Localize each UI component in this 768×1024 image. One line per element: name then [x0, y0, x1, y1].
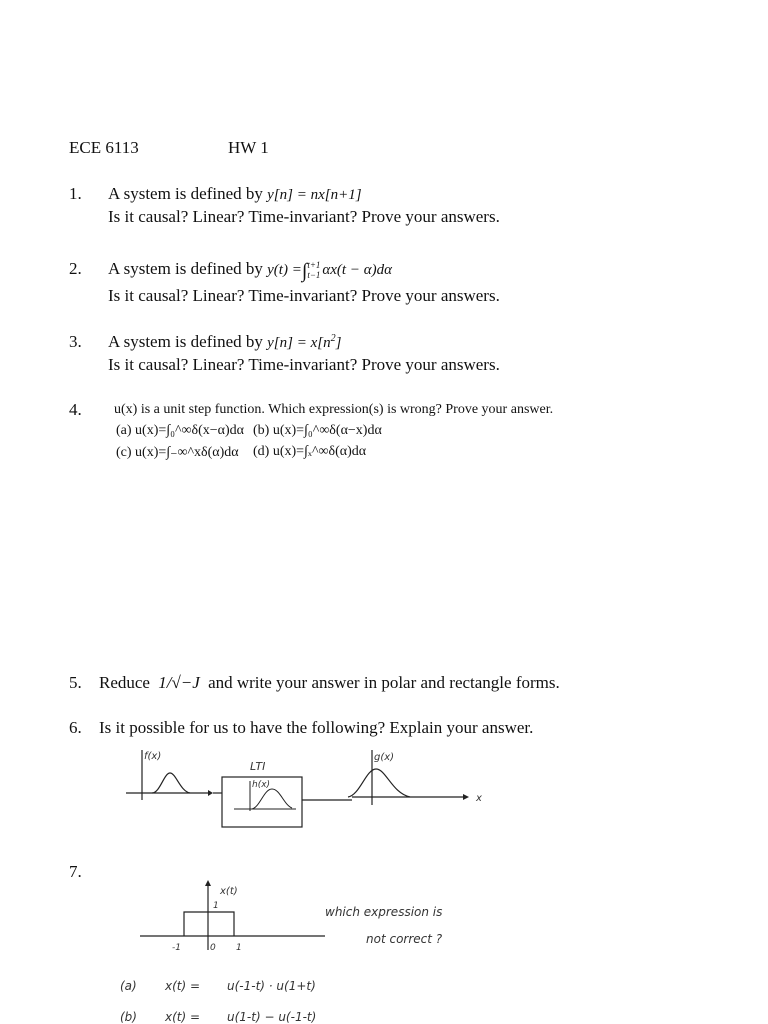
q7-xt-label: x(t): [220, 886, 238, 897]
q7-up-arrow-icon: [205, 880, 211, 886]
q2-upper-limit: t+1: [307, 260, 321, 271]
q7-signal-plot: [140, 878, 330, 958]
q3-lead: A system is defined by: [108, 332, 263, 351]
homework-label: HW 1: [228, 138, 269, 157]
q2-statement: [108, 259, 392, 283]
q6-number: 6.: [69, 718, 82, 737]
q2-lead: A system is defined by: [108, 259, 263, 278]
q2-integrand: αx(t − α)dα: [322, 262, 392, 278]
q6-question: Is it possible for us to have the following? Explain your answer.: [99, 718, 534, 737]
gx-arrow-icon: [463, 794, 469, 800]
q3-eq-exp: 2: [330, 333, 336, 344]
fx-label: f(x): [144, 751, 162, 762]
q3-number: 3.: [69, 332, 82, 351]
q5-statement: [99, 673, 560, 693]
gx-curve: [348, 769, 410, 797]
q4-option-c: (c) u(x)=∫₋∞^xδ(α)dα: [116, 445, 239, 460]
q4-option-a: (a) u(x)=∫₀^∞δ(x−α)dα: [116, 423, 245, 438]
q7-height-label: 1: [213, 901, 219, 911]
q7-prompt-line2: not correct ?: [366, 932, 443, 946]
q1-question: Is it causal? Linear? Time-invariant? Prove your answers.: [108, 207, 500, 226]
x-axis-label: x: [476, 793, 482, 804]
q7-option-a-lhs: x(t) =: [165, 979, 201, 993]
q2-question: Is it causal? Linear? Time-invariant? Prove your answers.: [108, 286, 500, 305]
q1-lead: A system is defined by: [108, 184, 263, 203]
q7-number: 7.: [69, 862, 82, 881]
q5-rest: and write your answer in polar and rectangle forms.: [208, 673, 560, 692]
q5-expression: 1/√−J: [158, 673, 200, 692]
fx-curve: [152, 773, 190, 793]
q7-option-b-lhs: x(t) =: [165, 1010, 201, 1024]
q3-question: Is it causal? Linear? Time-invariant? Prove your answers.: [108, 355, 500, 374]
q7-prompt-line1: which expression is: [325, 905, 443, 919]
q1-statement: [108, 184, 362, 204]
gx-label: g(x): [374, 752, 395, 763]
q3-equation: [267, 335, 341, 351]
q2-lower-limit: t−1: [307, 270, 321, 281]
q2-integral-sign: ∫: [301, 260, 308, 282]
lti-label: LTI: [250, 760, 266, 773]
q1-equation: y[n] = nx[n+1]: [267, 187, 362, 203]
q3-eq-main: y[n] = x[n: [267, 335, 331, 351]
hx-curve: [252, 789, 292, 809]
q7-option-b-rhs: u(1-t) − u(-1-t): [227, 1010, 317, 1024]
q7-pos-one-label: 1: [236, 943, 242, 953]
q4-statement: u(x) is a unit step function. Which expression(s) is wrong? Prove your answer.: [114, 402, 554, 417]
q1-number: 1.: [69, 184, 82, 203]
q2-integral-limits: [307, 260, 320, 280]
q4-number: 4.: [69, 400, 82, 419]
q7-rect-pulse: [184, 912, 234, 936]
q4-option-b: (b) u(x)=∫₀^∞δ(α−x)dα: [253, 423, 382, 438]
q7-option-a-label: (a): [120, 979, 137, 993]
q4-option-d: (d) u(x)=∫ₓ^∞δ(α)dα: [253, 444, 367, 459]
hx-label: h(x): [252, 780, 271, 790]
q2-eq-lhs: y(t) =: [267, 262, 302, 278]
q2-number: 2.: [69, 259, 82, 278]
fx-arrow-icon: [208, 790, 213, 796]
q5-number: 5.: [69, 673, 82, 692]
q5-lead: Reduce: [99, 673, 150, 692]
q6-system-diagram: [120, 745, 490, 835]
q3-eq-close: ]: [335, 335, 342, 351]
q3-statement: [108, 332, 341, 352]
q7-neg-one-label: -1: [172, 943, 181, 953]
course-code: ECE 6113: [69, 138, 139, 157]
q7-zero-label: 0: [210, 943, 216, 953]
q7-option-b-label: (b): [120, 1010, 137, 1024]
q7-option-a-rhs: u(-1-t) · u(1+t): [227, 979, 316, 993]
